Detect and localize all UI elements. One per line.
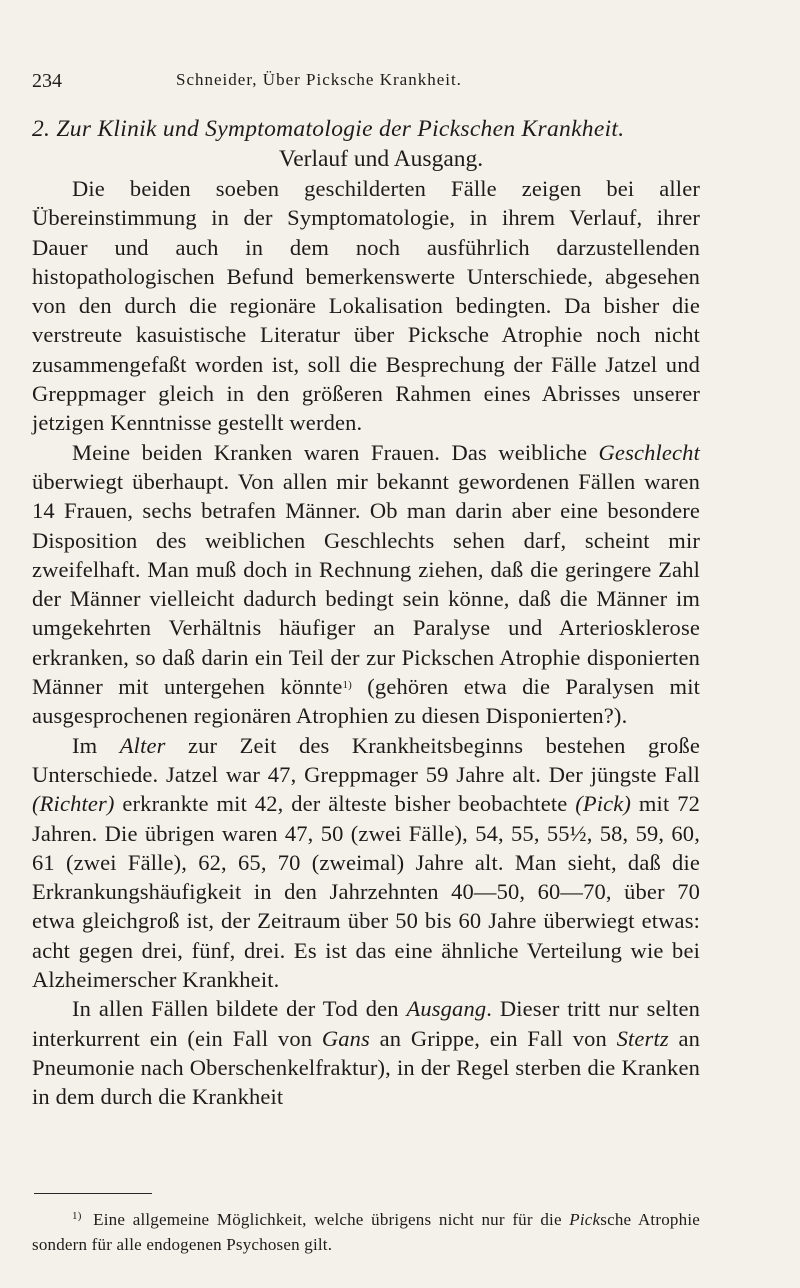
emphasis-richter: (Richter) <box>32 791 115 817</box>
section-subheading: Verlauf und Ausgang. <box>278 146 484 172</box>
running-head <box>32 60 700 100</box>
footnote-marker: 1) <box>72 1210 82 1222</box>
running-title: Schneider, Über Picksche Krankheit. <box>176 70 462 89</box>
emphasis-pick: (Pick) <box>575 791 632 817</box>
emphasis-gans: Gans <box>321 1025 370 1051</box>
emphasis-ausgang: Ausgang <box>406 996 487 1022</box>
paragraph-1: Die beiden soeben geschilderten Fälle zeigen bei aller Übereinstimmung in der Symptomatologie, in ihrem Verlauf, ihrer Dauer und auch in dem noch ausführlich darzustellenden histopathologischen Befund bemerkenswerte Unterschiede, abgesehen von den durch die regionäre Lokalisation bedingten. Da bisher die verstreute kasuistische Literatur über Picksche Atrophie noch nicht zusammengefaßt worden ist, soll die Besprechung der Fälle Jatzel und Greppmager gleich in den größeren Rahmen eines Abrisses unserer jetzigen Kenntnisse gestellt werden. <box>32 176 700 436</box>
emphasis-pick-footnote: Pick <box>569 1210 601 1229</box>
emphasis-geschlecht: Geschlecht <box>598 439 700 465</box>
book-page <box>32 60 701 1254</box>
footnote: $^{1)}$ Eine allgemeine Möglichkeit, welche übrigens nicht nur für die Picksche Atrophie sondern für alle endogenen Psychosen gilt. <box>32 1210 700 1254</box>
footnote-divider <box>34 1193 152 1194</box>
body-text <box>32 174 700 1112</box>
emphasis-alter: Alter <box>119 732 166 758</box>
paragraph-4: In allen Fällen bildete der Tod den Ausgang. Dieser tritt nur selten interkurrent ein (ein Fall von Gans an Grippe, ein Fall von Stertz an Pneumonie nach Oberschenkelfraktur), in der Regel sterben die Kranken in dem durch die Krankheit <box>32 996 701 1110</box>
paragraph-3: Im Alter zur Zeit des Krankheitsbeginns bestehen große Unterschiede. Jatzel war 47, Greppmager 59 Jahre alt. Der jüngste Fall (Richter) erkrankte mit 42, der älteste bisher beobachtete (Pick) mit 72 Jahren. Die übrigen waren 47, 50 (zwei Fälle), 54, 55, 55½, 58, 59, 60, 61 (zwei Fälle), 62, 65, 70 (zweimal) Jahre alt. Man sieht, daß die Erkrankungshäufigkeit in den Jahrzehnten 40—50, 60—70, über 70 etwa gleichgroß ist, der Zeitraum über 50 bis 60 Jahre überwiegt etwas: acht gegen drei, fünf, drei. Es ist das eine ähnliche Verteilung wie bei Alzheimerscher Krankheit. <box>32 732 700 993</box>
emphasis-stertz: Stertz <box>616 1025 669 1051</box>
section-heading: 2. Zur Klinik und Symptomatologie der Pickschen Krankheit. <box>32 116 625 142</box>
page-number: 234 <box>32 70 62 92</box>
paragraph-2: Meine beiden Kranken waren Frauen. Das weibliche Geschlecht überwiegt überhaupt. Von allen mir bekannt gewordenen Fällen waren 14 Frauen, sechs betrafen Männer. Ob man darin aber eine besondere Disposition des weiblichen Geschlechts sehen darf, scheint mir zweifelhaft. Man muß doch in Rechnung ziehen, daß die geringere Zahl der Männer vielleicht dadurch bedingt sein könne, daß die Männer im umgekehrten Verhältnis häufiger an Paralyse und Arteriosklerose erkranken, so daß darin ein Teil der zur Pickschen Atrophie disponierten Männer mit untergehen könnte$^{1)}$ (gehören etwa die Paralysen mit ausgesprochenen regionären Atrophien zu diesen Disponierten?). <box>32 439 700 729</box>
footnote-reference: 1) <box>342 679 352 692</box>
